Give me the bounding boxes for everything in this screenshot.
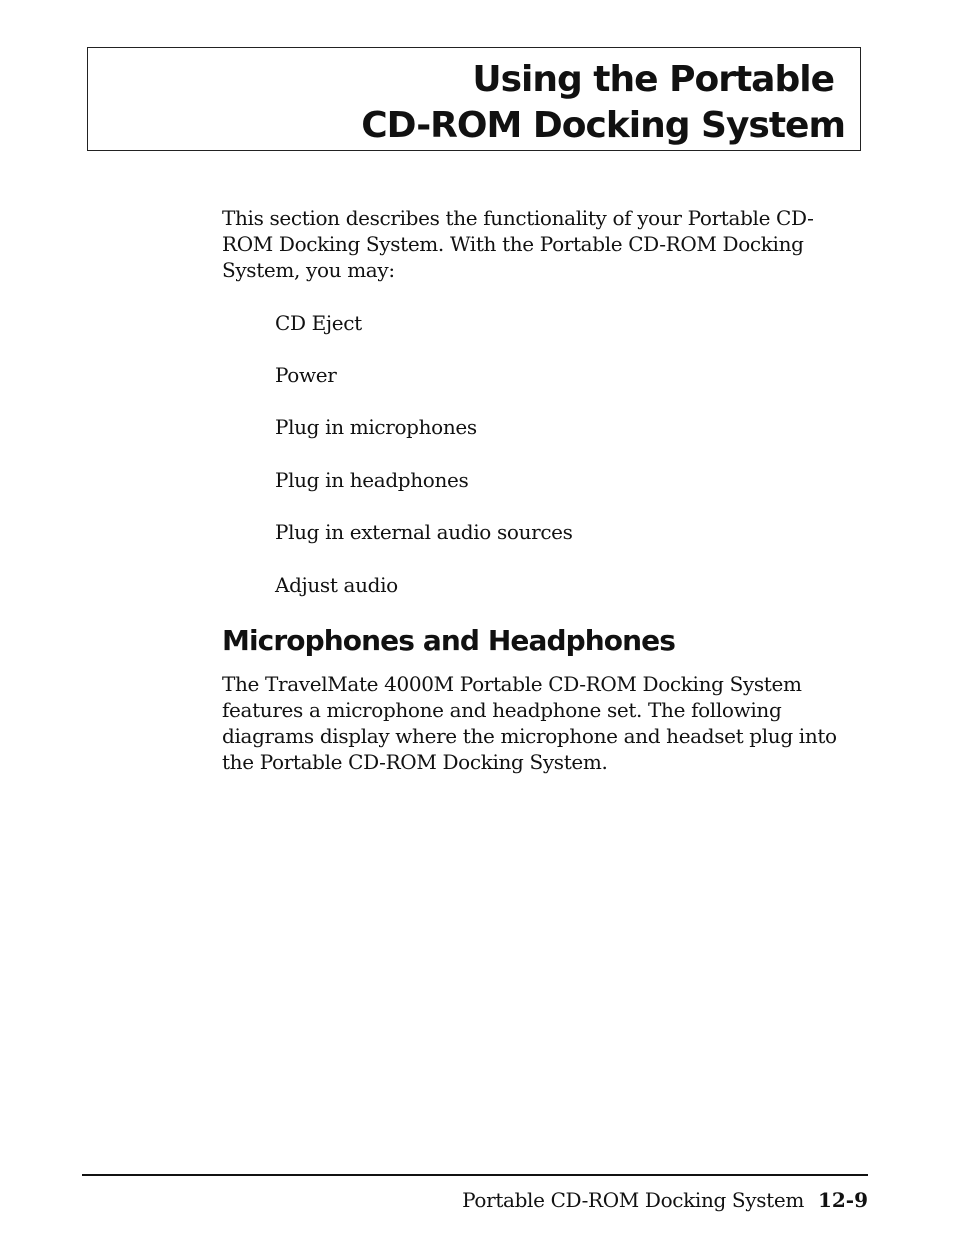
section-heading: Microphones and Headphones: [222, 624, 676, 657]
footer-divider: [82, 1174, 868, 1176]
list-item-cd-eject: CD Eject: [275, 311, 362, 335]
page-title-line-2: CD-ROM Docking System: [361, 105, 845, 146]
list-item-external-audio: Plug in external audio sources: [275, 520, 573, 544]
page-title-line-1: Using the Portable: [472, 59, 834, 100]
footer-label: Portable CD-ROM Docking System: [462, 1188, 804, 1212]
list-item-power: Power: [275, 363, 337, 387]
title-box: [87, 47, 861, 151]
list-item-adjust-audio: Adjust audio: [275, 573, 398, 597]
page-number: 12-9: [817, 1188, 868, 1212]
section-paragraph: The TravelMate 4000M Portable CD-ROM Docking System features a microphone and headphone set. The following diagrams display where the microphone and headset plug into the Portable CD-ROM Docking System.: [222, 672, 837, 774]
intro-paragraph: This section describes the functionality of your Portable CD-ROM Docking System. With the Portable CD-ROM Docking System, you may:: [222, 206, 814, 282]
page-footer: [462, 1187, 868, 1214]
list-item-headphones: Plug in headphones: [275, 468, 469, 492]
list-item-microphones: Plug in microphones: [275, 415, 477, 439]
